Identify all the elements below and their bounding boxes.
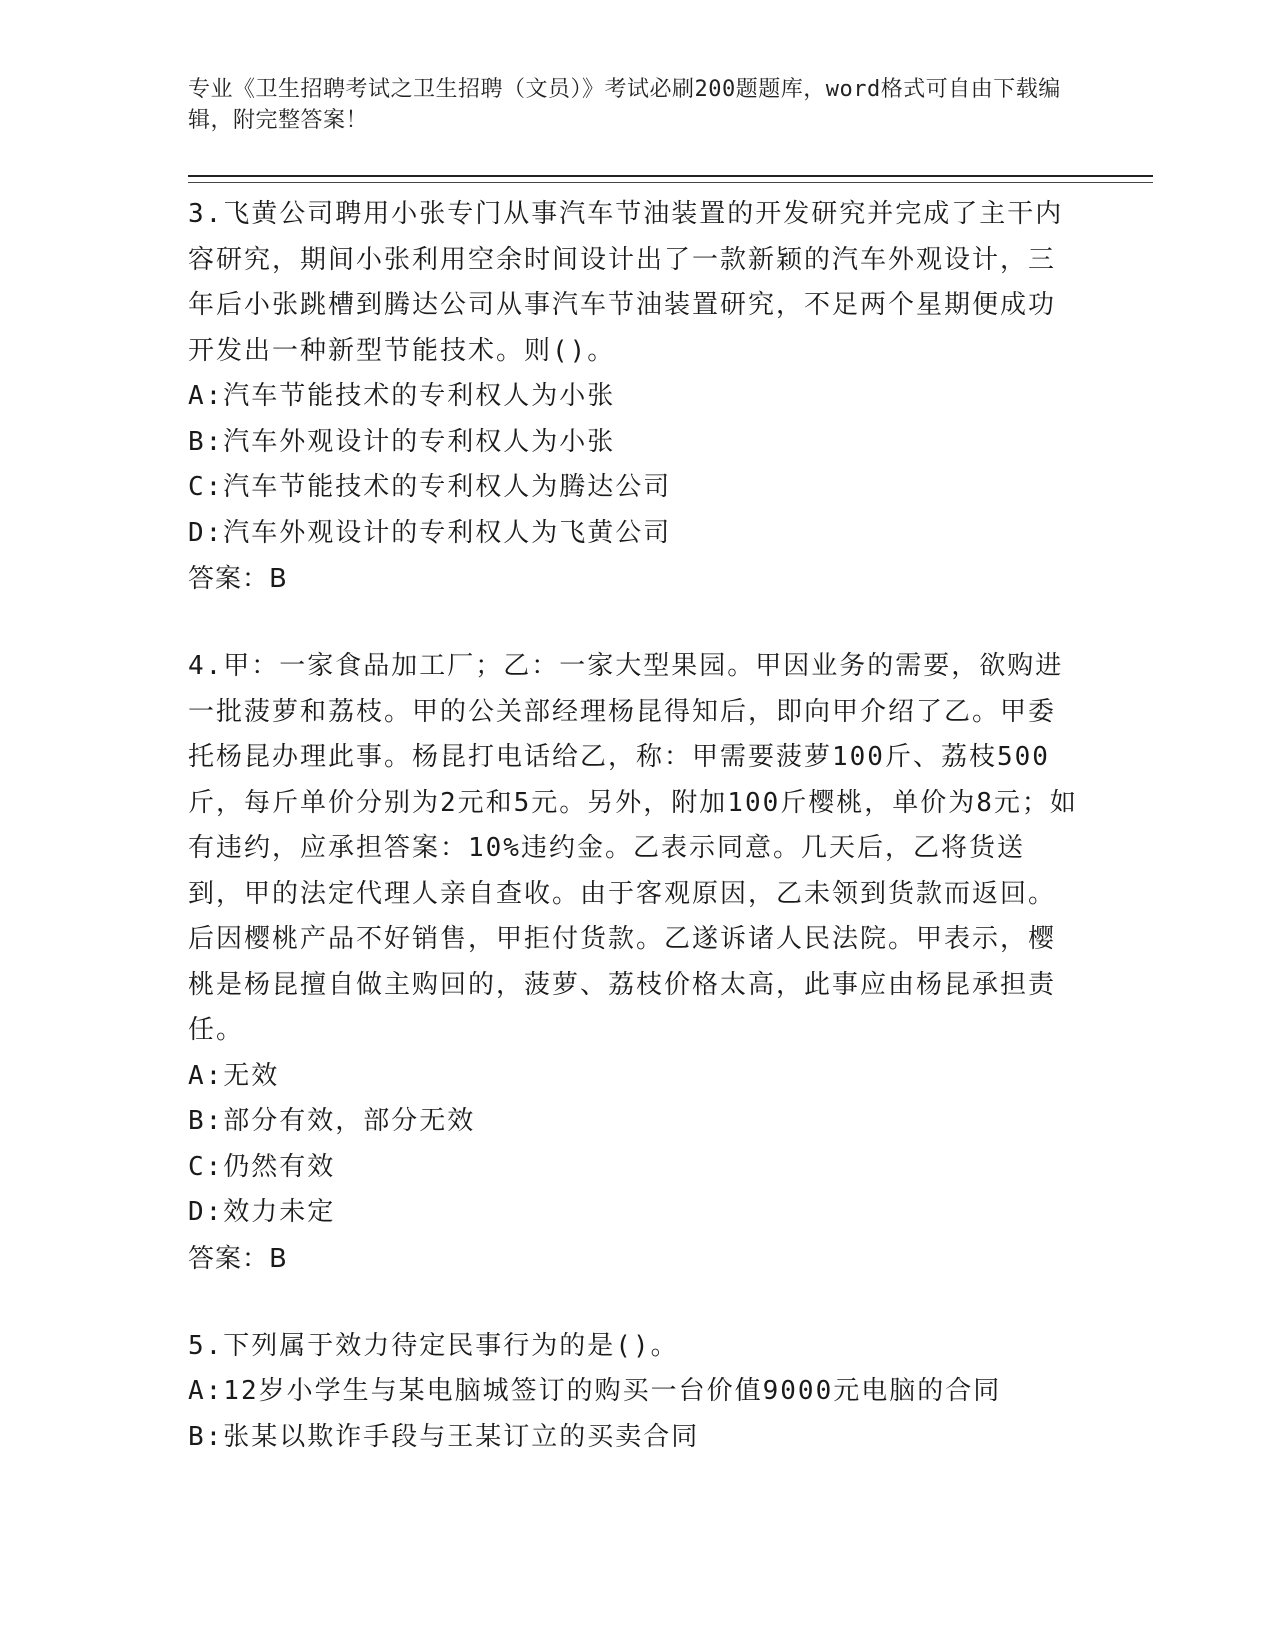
- question-spacer: [188, 602, 1078, 644]
- question-3: [188, 192, 1078, 602]
- answer-line: 答案：B: [188, 564, 288, 594]
- question-stem: 4.甲：一家食品加工厂；乙：一家大型果园。甲因业务的需要，欲购进一批菠萝和荔枝。甲的公关部经理杨昆得知后，即向甲介绍了乙。甲委托杨昆办理此事。杨昆打电话给乙，称：甲需要菠萝100斤、荔枝500斤，每斤单价分别为2元和5元。另外，附加100斤樱桃，单价为8元；如有违约，应承担答案：10%违约金。乙表示同意。几天后，乙将货送到，甲的法定代理人亲自查收。由于客观原因，乙未领到货款而返回。后因樱桃产品不好销售，甲拒付货款。乙遂诉诸人民法院。甲表示，樱桃是杨昆擅自做主购回的，菠萝、荔枝价格太高，此事应由杨昆承担责任。: [188, 651, 1078, 1045]
- option-d: D:汽车外观设计的专利权人为飞黄公司: [188, 517, 672, 548]
- option-c: C:仍然有效: [188, 1151, 336, 1182]
- option-a: A:12岁小学生与某电脑城签订的购买一台价值9000元电脑的合同: [188, 1376, 1002, 1406]
- header-rule-thin: [188, 182, 1153, 183]
- question-5: [188, 1324, 1078, 1461]
- question-spacer: [188, 1282, 1078, 1324]
- option-a: A:无效: [188, 1060, 280, 1091]
- option-b: B:部分有效，部分无效: [188, 1106, 476, 1136]
- question-stem: 5.下列属于效力待定民事行为的是()。: [188, 1330, 679, 1361]
- question-4: [188, 644, 1078, 1282]
- option-d: D:效力未定: [188, 1197, 336, 1227]
- question-list: [188, 192, 1078, 1460]
- document-header: 专业《卫生招聘考试之卫生招聘（文员）》考试必刷200题题库，word格式可自由下载编辑，附完整答案！: [188, 77, 1061, 133]
- option-c: C:汽车节能技术的专利权人为腾达公司: [188, 472, 672, 502]
- header-rule-thick: [188, 175, 1153, 177]
- option-b: B:张某以欺诈手段与王某订立的买卖合同: [188, 1421, 700, 1452]
- option-a: A:汽车节能技术的专利权人为小张: [188, 381, 616, 411]
- option-b: B:汽车外观设计的专利权人为小张: [188, 426, 616, 457]
- answer-line: 答案：B: [188, 1243, 288, 1274]
- question-stem: 3.飞黄公司聘用小张专门从事汽车节油装置的开发研究并完成了主干内容研究，期间小张利用空余时间设计出了一款新颖的汽车外观设计，三年后小张跳槽到腾达公司从事汽车节油装置研究，不足两个星期便成功开发出一种新型节能技术。则()。: [188, 199, 1064, 366]
